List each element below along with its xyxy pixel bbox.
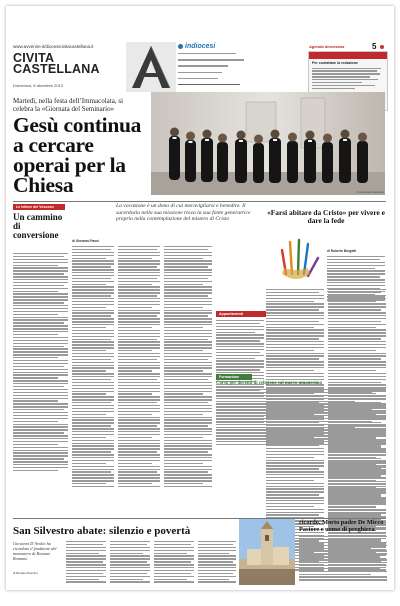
bottom-story-byline: di Renato Rosmini [13, 571, 38, 575]
bottom-body-col3 [154, 541, 194, 584]
issue-date: Domenica, 8 dicembre 2013 [13, 83, 64, 88]
section-title [13, 53, 100, 75]
quote-story-title[interactable]: «Farsi abitare da Cristo» per vivere e dare la fede [267, 208, 385, 225]
lead-photo [151, 92, 385, 195]
page-number: 5 [372, 42, 377, 51]
quote-byline: di Roberto Borgatti [327, 249, 357, 253]
section-title-line2: CASTELLANA [13, 62, 100, 76]
lead-body-col3 [164, 246, 212, 489]
contact-box-header [309, 52, 387, 59]
avvenire-logo-icon [126, 42, 176, 92]
lead-body-col1 [72, 246, 114, 489]
lead-deck: La vocazione è un dono di cui meravigliarsi e benedire. Il sacerdozio nella sua missione trova la sua fonte generatrice proprio nella contemplazione del mistero di Cristo [116, 203, 251, 223]
contact-box-title: Per contattare la redazione [312, 61, 358, 65]
diocesi-box [178, 43, 250, 89]
newspaper-page [6, 6, 394, 590]
sidebar-title[interactable]: Un cammino di conversione [13, 212, 63, 240]
notes-section-label: Appuntamenti [216, 311, 266, 317]
lead-headline[interactable]: Gesù continua a cercare operai per la Chiesa [13, 113, 142, 197]
obituary-headline[interactable]: ricordo. Morto padre De Micco Pastore e uomo di preghiera [299, 519, 384, 533]
masthead-url[interactable]: www.avvenire.it/diocesicivitacastellana.it [13, 44, 94, 49]
formazione-headline[interactable]: Corso per docenti di religione sul nuovo umanesimo [216, 381, 323, 386]
handprint-illustration [268, 228, 324, 282]
bottom-body-col2 [110, 541, 150, 584]
diocesi-title [178, 43, 250, 50]
sidebar-section-label: Le lettere del Vescovo [13, 204, 65, 210]
quote-story [266, 209, 386, 225]
section-title-line1: CIVITA [13, 51, 55, 65]
agenda-label: Agenda diocesana [309, 44, 345, 49]
formazione-label: Formazione [216, 374, 252, 380]
obituary-body [299, 536, 387, 582]
diocesi-dot-icon [178, 44, 183, 49]
bottom-story-kicker: Giovanni D’Avolio ha ricordato il fondatore del monastero di Rosnate Romano [13, 541, 57, 561]
page-marker-icon [380, 45, 384, 49]
bottom-body-col1 [66, 541, 106, 584]
lead-photo-caption: Un seminario diocesano [356, 191, 384, 194]
lead-byline: di Giovanni Paoni [72, 239, 99, 243]
diocesi-title-text: indiocesi [185, 43, 216, 50]
bottom-body-col4 [198, 541, 236, 584]
monastery-photo [239, 519, 295, 585]
sidebar-body [13, 253, 68, 473]
diocesi-lines [178, 53, 250, 89]
lead-kicker: Martedì, nella festa dell’Immacolata, si celebra la «Giornata del Seminario» [13, 97, 124, 113]
lead-body-col2 [118, 246, 160, 489]
divider [13, 201, 386, 202]
contact-box-lines [309, 68, 387, 90]
bottom-story-headline[interactable]: San Silvestro abate: silenzio e povertà [13, 525, 191, 537]
